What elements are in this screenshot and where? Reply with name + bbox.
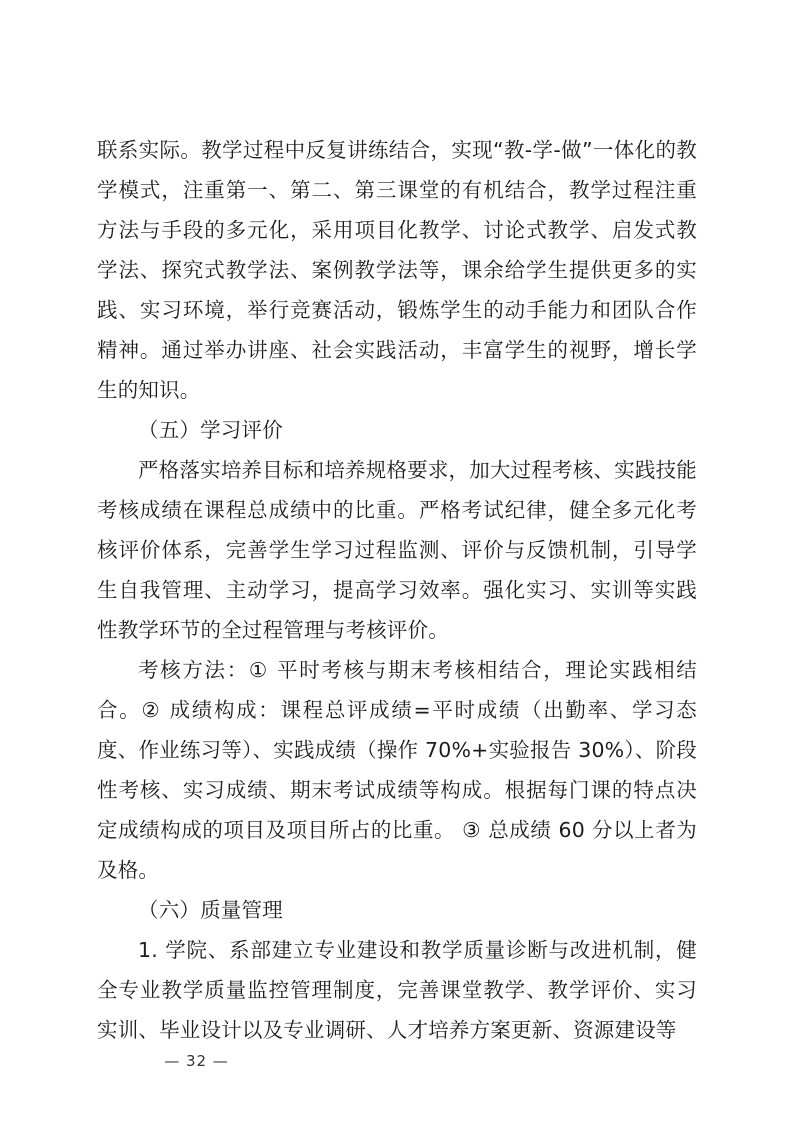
paragraph-continued: 联系实际。教学过程中反复讲练结合，实现“教-学-做”一体化的教学模式，注重第一、第二、第三课堂的有机结合，教学过程注重方法与手段的多元化，采用项目化教学、讨论式教学、启发式教学法、探究式教学法、案例教学法等，课余给学生提供更多的实践、实习环境，举行竞赛活动，锻炼学生的动手能力和团队合作精神。通过举办讲座、社会实践活动，丰富学生的视野，增长学生的知识。	[97, 138, 697, 402]
paragraph-evaluation-1: 严格落实培养目标和培养规格要求，加大过程考核、实践技能考核成绩在课程总成绩中的比重。严格考试纪律，健全多元化考核评价体系，完善学生学习过程监测、评价与反馈机制，引导学生自我管理、主动学习，提高学习效率。强化实习、实训等实践性教学环节的全过程管理与考核评价。	[97, 458, 697, 642]
page-footer	[0, 1052, 793, 1070]
paragraph-quality-1: 1. 学院、系部建立专业建设和教学质量诊断与改进机制，健全专业教学质量监控管理制度，完善课堂教学、教学评价、实习实训、毕业设计以及专业调研、人才培养方案更新、资源建设等	[97, 938, 697, 1042]
page-number: — 32 —	[164, 1052, 229, 1070]
section-heading-five: （五）学习评价	[138, 418, 283, 442]
page-body	[97, 130, 697, 1050]
paragraph-evaluation-2: 考核方法：① 平时考核与期末考核相结合，理论实践相结合。② 成绩构成：课程总评成绩=平时成绩（出勤率、学习态度、作业练习等）、实践成绩（操作 70%+实验报告 30%）、阶段性考核、实习成绩、期末考试成绩等构成。根据每门课的特点决定成绩构成的项目及项目所占的比重。 ③ 总成绩 60 分以上者为及格。	[97, 658, 697, 882]
section-heading-six: （六）质量管理	[138, 898, 283, 922]
